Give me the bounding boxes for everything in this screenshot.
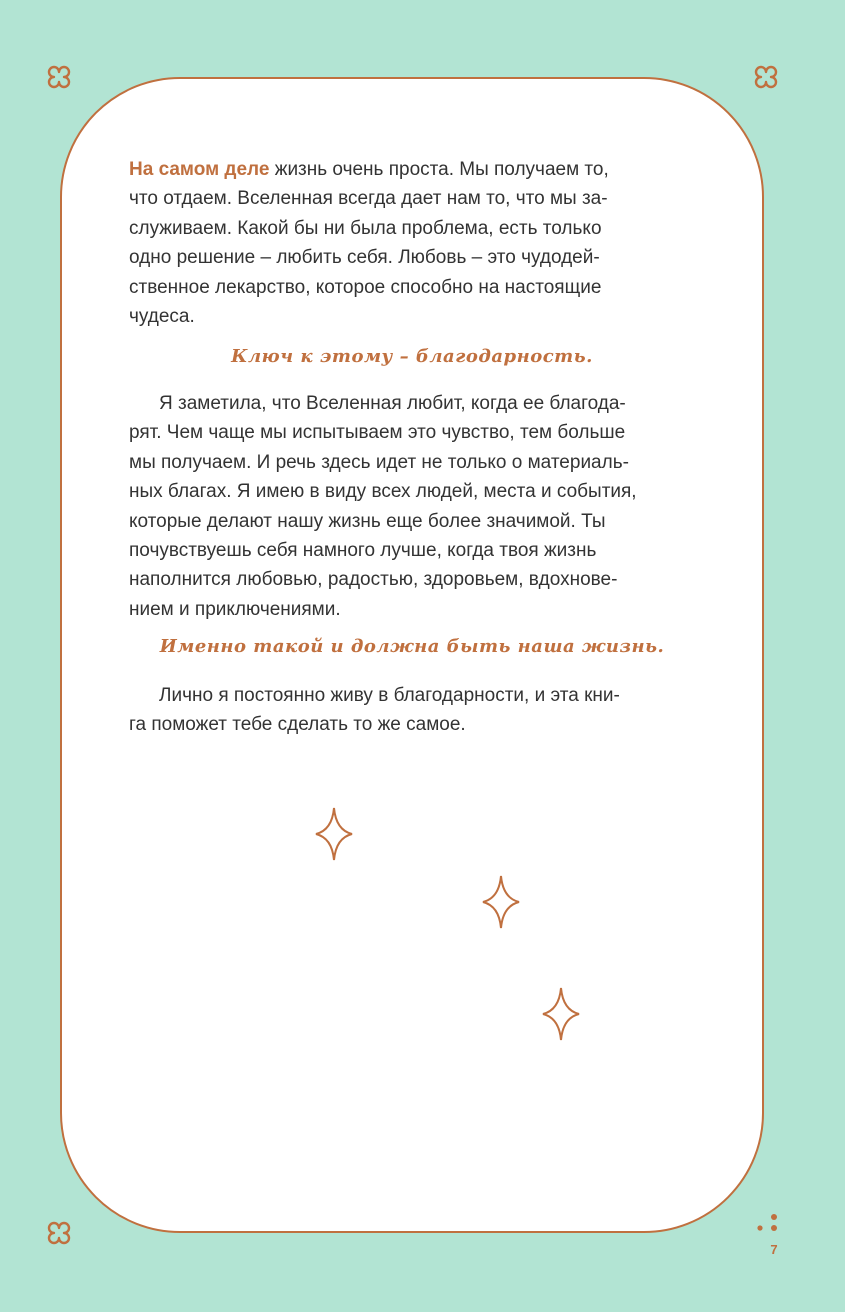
sparkle-icon (481, 874, 521, 930)
corner-flower-icon (43, 61, 75, 93)
corner-flower-icon (43, 1217, 75, 1249)
sparkle-icon (314, 806, 354, 862)
intro-paragraph (129, 155, 689, 331)
corner-flower-icon (750, 61, 782, 93)
intro-body-text: жизнь очень проста. Мы получаем то, что отдаем. Вселенная всегда дает нам то, что мы за- служиваем. Какой бы ни была проблема, есть только одно решение – любить себя. Любовь – это чудодей- ственное лекарство, которое способно на настоящие чудеса. (129, 159, 609, 328)
intro-lead-text: На самом деле (129, 159, 270, 180)
heading-life: Именно такой и должна быть наша жизнь. (159, 636, 665, 657)
page-number: 7 (770, 1242, 778, 1257)
closing-paragraph: Лично я постоянно живу в благодарности, и эта кни- га поможет тебе сделать то же самое. (129, 685, 620, 736)
three-dots-icon (754, 1213, 780, 1235)
gratitude-paragraph: Я заметила, что Вселенная любит, когда ее благода- рят. Чем чаще мы испытываем это чувство, тем больше мы получаем. И речь здесь идет не только о материаль- ных благах. Я имею в виду всех людей, места и события, которые делают нашу жизнь еще более значимой. Ты почувствуешь себя намного лучше, когда твоя жизнь наполнится любовью, радостью, здоровьем, вдохнове- нием и приключениями. (129, 393, 637, 620)
heading-gratitude: Ключ к этому – благодарность. (231, 346, 593, 367)
sparkle-icon (541, 986, 581, 1042)
